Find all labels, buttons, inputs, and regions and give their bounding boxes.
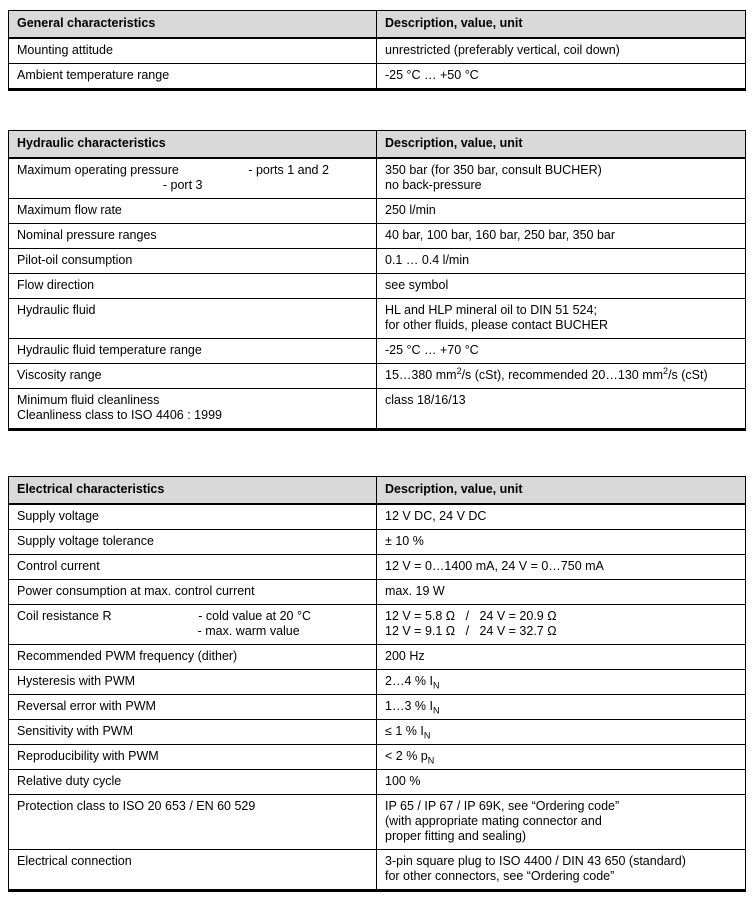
- row-value-line: 1…3 % $I_N$: [385, 699, 440, 716]
- row-label: [9, 249, 377, 274]
- row-value-line: for other connectors, see “Ordering code”: [385, 869, 615, 883]
- row-value: [377, 720, 746, 745]
- row-value-line: 200 Hz: [385, 649, 425, 663]
- general-characteristics-table: [8, 10, 746, 91]
- row-value-line: ± 10 %: [385, 534, 424, 548]
- row-value-line: ≤ 1 % $I_N$: [385, 724, 431, 741]
- row-label: [9, 389, 377, 430]
- row-value-line: -25 °C … +70 °C: [385, 343, 479, 357]
- table-row: [9, 720, 746, 745]
- row-value-line: for other fluids, please contact BUCHER: [385, 318, 609, 332]
- row-value: [377, 274, 746, 299]
- row-value: [377, 605, 746, 645]
- row-label: [9, 645, 377, 670]
- row-value: [377, 645, 746, 670]
- row-value-line: 15…380 $mm^2/s$ (cSt), recommended 20…130 $mm^2/s$ (cSt): [385, 365, 708, 382]
- electrical-characteristics-table: [8, 476, 746, 892]
- row-value: [377, 850, 746, 891]
- table-header-row: [9, 477, 746, 505]
- row-label-line: Flow direction: [17, 278, 95, 292]
- row-value: [377, 249, 746, 274]
- row-label-line: - max. warm value: [17, 624, 300, 638]
- row-value: [377, 389, 746, 430]
- row-value: [377, 770, 746, 795]
- row-label-line: Electrical connection: [17, 854, 132, 868]
- table-header-description: Description, value, unit: [377, 131, 746, 159]
- row-label-line: Relative duty cycle: [17, 774, 122, 788]
- row-value: [377, 555, 746, 580]
- table-title: Hydraulic characteristics: [9, 131, 377, 159]
- table-row: [9, 695, 746, 720]
- row-value-line: max. 19 W: [385, 584, 445, 598]
- table-row: [9, 645, 746, 670]
- row-label-line: Hydraulic fluid: [17, 303, 96, 317]
- table-row: [9, 389, 746, 430]
- hydraulic-characteristics-table: [8, 130, 746, 431]
- row-label-line: Supply voltage: [17, 509, 100, 523]
- row-label-line: Supply voltage tolerance: [17, 534, 154, 548]
- table-row: [9, 274, 746, 299]
- row-label-line: Viscosity range: [17, 368, 102, 382]
- row-label-line: Pilot-oil consumption: [17, 253, 133, 267]
- row-label-line: Maximum flow rate: [17, 203, 122, 217]
- row-value: [377, 504, 746, 530]
- row-label-line: Hysteresis with PWM: [17, 674, 136, 688]
- table-header-row: [9, 131, 746, 159]
- row-label-line: Mounting attitude: [17, 43, 113, 57]
- row-label: [9, 274, 377, 299]
- table-row: [9, 770, 746, 795]
- row-value: [377, 339, 746, 364]
- table-row: [9, 555, 746, 580]
- row-label-line: Protection class to ISO 20 653 / EN 60 529: [17, 799, 256, 813]
- row-value: [377, 795, 746, 850]
- row-label: [9, 530, 377, 555]
- row-label: [9, 38, 377, 64]
- row-value: [377, 158, 746, 199]
- row-value-line: class 18/16/13: [385, 393, 466, 407]
- row-value-line: 12 V = 0…1400 mA, 24 V = 0…750 mA: [385, 559, 604, 573]
- row-label: [9, 580, 377, 605]
- row-label: [9, 850, 377, 891]
- row-label: [9, 64, 377, 90]
- row-value: [377, 364, 746, 389]
- row-label-line: Coil resistance R - cold value at 20 °C: [17, 609, 311, 623]
- row-label: [9, 299, 377, 339]
- table-row: [9, 64, 746, 90]
- row-label-line: Recommended PWM frequency (dither): [17, 649, 238, 663]
- row-label: [9, 670, 377, 695]
- row-label: [9, 199, 377, 224]
- row-value-line: 250 l/min: [385, 203, 436, 217]
- row-value: [377, 745, 746, 770]
- table-row: [9, 850, 746, 891]
- row-value: [377, 299, 746, 339]
- row-label: [9, 555, 377, 580]
- table-row: [9, 249, 746, 274]
- row-value: [377, 580, 746, 605]
- row-label-line: Ambient temperature range: [17, 68, 170, 82]
- table-row: [9, 745, 746, 770]
- table-row: [9, 530, 746, 555]
- table-row: [9, 670, 746, 695]
- row-label: [9, 605, 377, 645]
- row-value-line: 0.1 … 0.4 l/min: [385, 253, 470, 267]
- row-value-line: 2…4 % $I_N$: [385, 674, 440, 691]
- row-value-line: 100 %: [385, 774, 421, 788]
- row-value: [377, 64, 746, 90]
- table-title: General characteristics: [9, 11, 377, 39]
- row-label-line: Hydraulic fluid temperature range: [17, 343, 202, 357]
- table-row: [9, 580, 746, 605]
- table-row: [9, 795, 746, 850]
- row-value-line: 40 bar, 100 bar, 160 bar, 250 bar, 350 bar: [385, 228, 616, 242]
- row-label: [9, 364, 377, 389]
- row-label-line: - port 3: [17, 178, 203, 192]
- row-value-line: 3-pin square plug to ISO 4400 / DIN 43 650 (standard): [385, 854, 686, 868]
- row-value-line: no back-pressure: [385, 178, 482, 192]
- row-label-line: Reproducibility with PWM: [17, 749, 159, 763]
- table-header-description: Description, value, unit: [377, 11, 746, 39]
- row-value: [377, 199, 746, 224]
- row-value-line: (with appropriate mating connector and: [385, 814, 602, 828]
- row-value-line: IP 65 / IP 67 / IP 69K, see “Ordering code”: [385, 799, 620, 813]
- table-header-row: [9, 11, 746, 39]
- row-value-line: unrestricted (preferably vertical, coil down): [385, 43, 620, 57]
- row-label-line: Power consumption at max. control current: [17, 584, 255, 598]
- table-row: [9, 339, 746, 364]
- row-value-line: HL and HLP mineral oil to DIN 51 524;: [385, 303, 597, 317]
- row-label: [9, 158, 377, 199]
- row-value: [377, 224, 746, 249]
- row-value: [377, 670, 746, 695]
- row-label: [9, 770, 377, 795]
- table-title: Electrical characteristics: [9, 477, 377, 505]
- row-value-line: 12 V = 5.8 Ω / 24 V = 20.9 Ω: [385, 609, 557, 623]
- table-row: [9, 158, 746, 199]
- table-row: [9, 38, 746, 64]
- table-row: [9, 224, 746, 249]
- row-label: [9, 720, 377, 745]
- row-label-line: Minimum fluid cleanliness: [17, 393, 160, 407]
- table-header-description: Description, value, unit: [377, 477, 746, 505]
- row-value-line: see symbol: [385, 278, 449, 292]
- row-label-line: Nominal pressure ranges: [17, 228, 157, 242]
- row-label-line: Maximum operating pressure - ports 1 and 2: [17, 163, 329, 177]
- row-value-line: 350 bar (for 350 bar, consult BUCHER): [385, 163, 602, 177]
- row-label: [9, 795, 377, 850]
- row-value-line: 12 V = 9.1 Ω / 24 V = 32.7 Ω: [385, 624, 557, 638]
- table-row: [9, 299, 746, 339]
- table-row: [9, 605, 746, 645]
- row-label: [9, 695, 377, 720]
- table-row: [9, 364, 746, 389]
- row-label: [9, 745, 377, 770]
- row-value-line: < 2 % $p_N$: [385, 749, 435, 766]
- row-label: [9, 504, 377, 530]
- row-value-line: proper fitting and sealing): [385, 829, 527, 843]
- row-label-line: Reversal error with PWM: [17, 699, 156, 713]
- table-row: [9, 199, 746, 224]
- row-value: [377, 695, 746, 720]
- row-label: [9, 339, 377, 364]
- row-value-line: 12 V DC, 24 V DC: [385, 509, 487, 523]
- row-value-line: -25 °C … +50 °C: [385, 68, 479, 82]
- table-row: [9, 504, 746, 530]
- row-label-line: Cleanliness class to ISO 4406 : 1999: [17, 408, 222, 422]
- row-label: [9, 224, 377, 249]
- row-label-line: Control current: [17, 559, 100, 573]
- row-value: [377, 530, 746, 555]
- row-label-line: Sensitivity with PWM: [17, 724, 133, 738]
- row-value: [377, 38, 746, 64]
